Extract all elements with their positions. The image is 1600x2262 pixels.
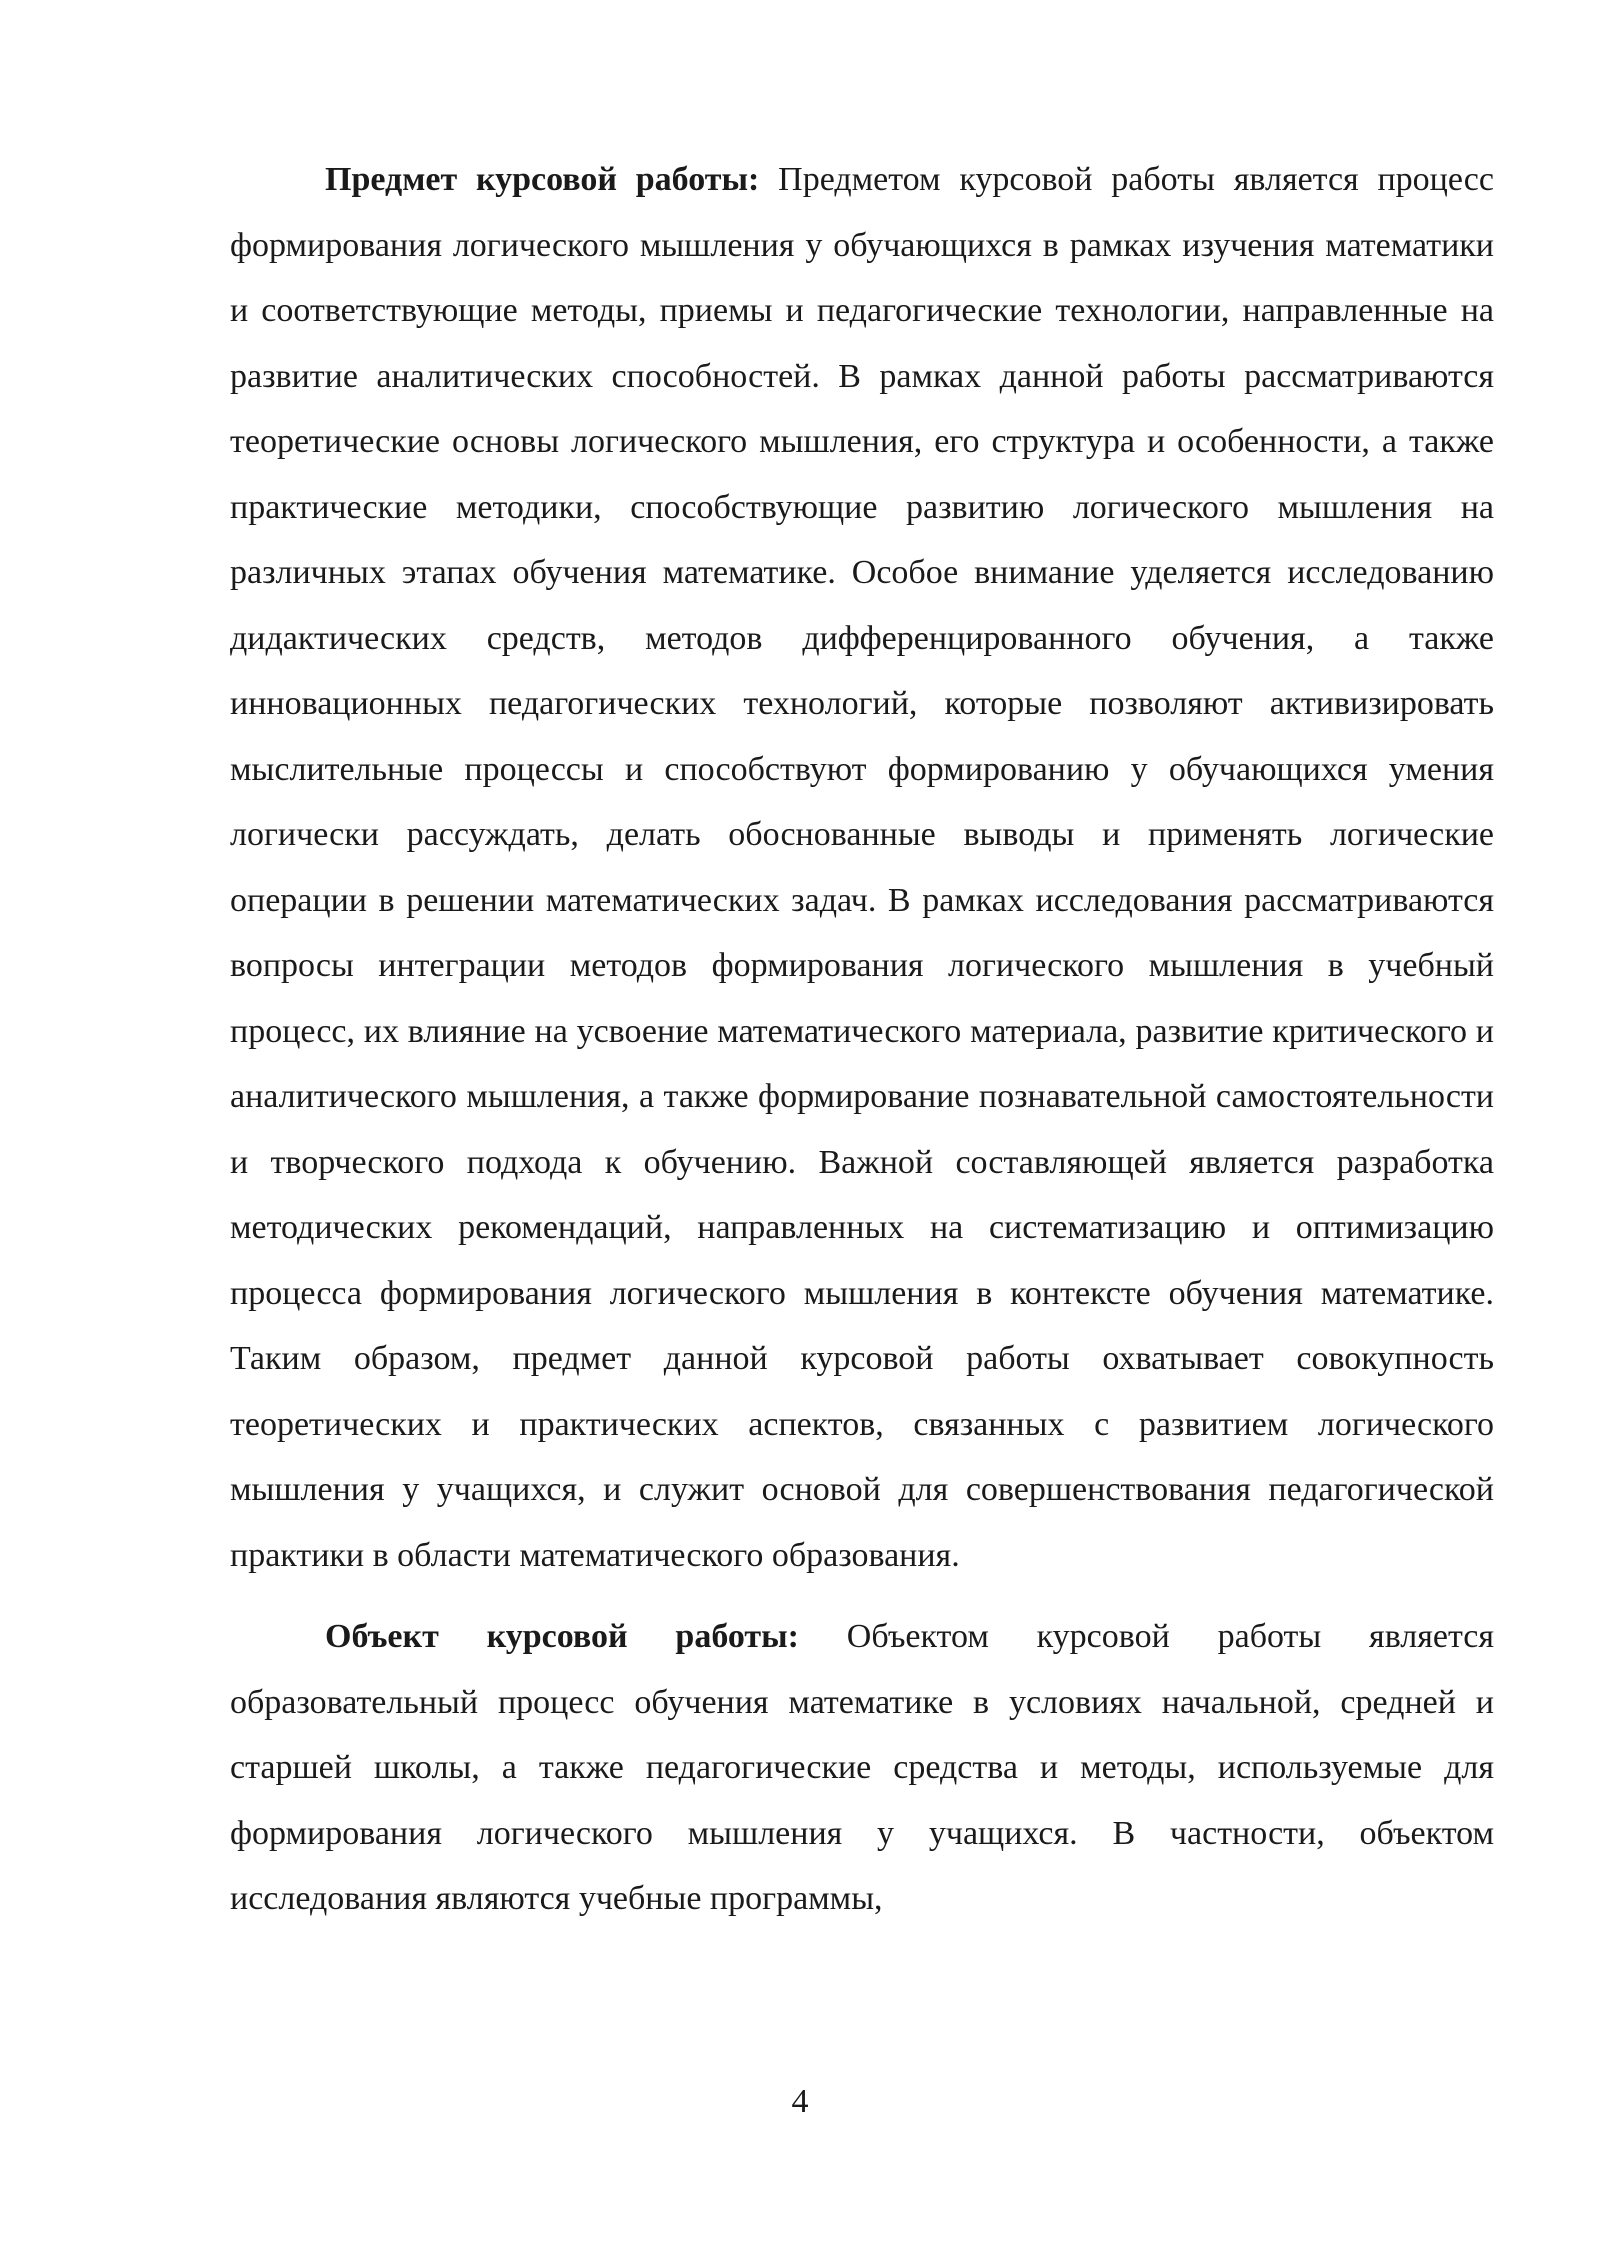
- paragraph-text: Предметом курсовой работы является процесс формирования логического мышления у обучающихся в рамках изучения математики и соответствующие методы, приемы и педагогические технологии, направленные на развитие аналитических способностей. В рамках данной работы рассматриваются теоретические основы логического мышления, его структура и особенности, а также практические методики, способствующие развитию логического мышления на различных этапах обучения математике. Особое внимание уделяется исследованию дидактических средств, методов дифференцированного обучения, а также инновационных педагогических технологий, которые позволяют активизировать мыслительные процессы и способствуют формированию у обучающихся умения логически рассуждать, делать обоснованные выводы и применять логические операции в решении математических задач. В рамках исследования рассматриваются вопросы интеграции методов формирования логического мышления в учебный процесс, их влияние на усвоение математического материала, развитие критического и аналитического мышления, а также формирование познавательной самостоятельности и творческого подхода к обучению. Важной составляющей является разработка методических рекомендаций, направленных на систематизацию и оптимизацию процесса формирования логического мышления в контексте обучения математике. Таким образом, предмет данной курсовой работы охватывает совокупность теоретических и практических аспектов, связанных с развитием логического мышления у учащихся, и служит основой для совершенствования педагогической практики в области математического образования.: [230, 161, 1494, 1574]
- page-number: 4: [791, 2083, 809, 2120]
- paragraph-object: [230, 1604, 1494, 1932]
- document-body: [230, 147, 1494, 1932]
- paragraph-subject: [230, 147, 1494, 1588]
- paragraph-heading: Предмет курсовой работы:: [325, 161, 760, 198]
- paragraph-heading: Объект курсовой работы:: [325, 1618, 799, 1655]
- paragraph-text: Объектом курсовой работы является образовательный процесс обучения математике в условиях начальной, средней и старшей школы, а также педагогические средства и методы, используемые для формирования логического мышления у учащихся. В частности, объектом исследования являются учебные программы,: [230, 1618, 1494, 1917]
